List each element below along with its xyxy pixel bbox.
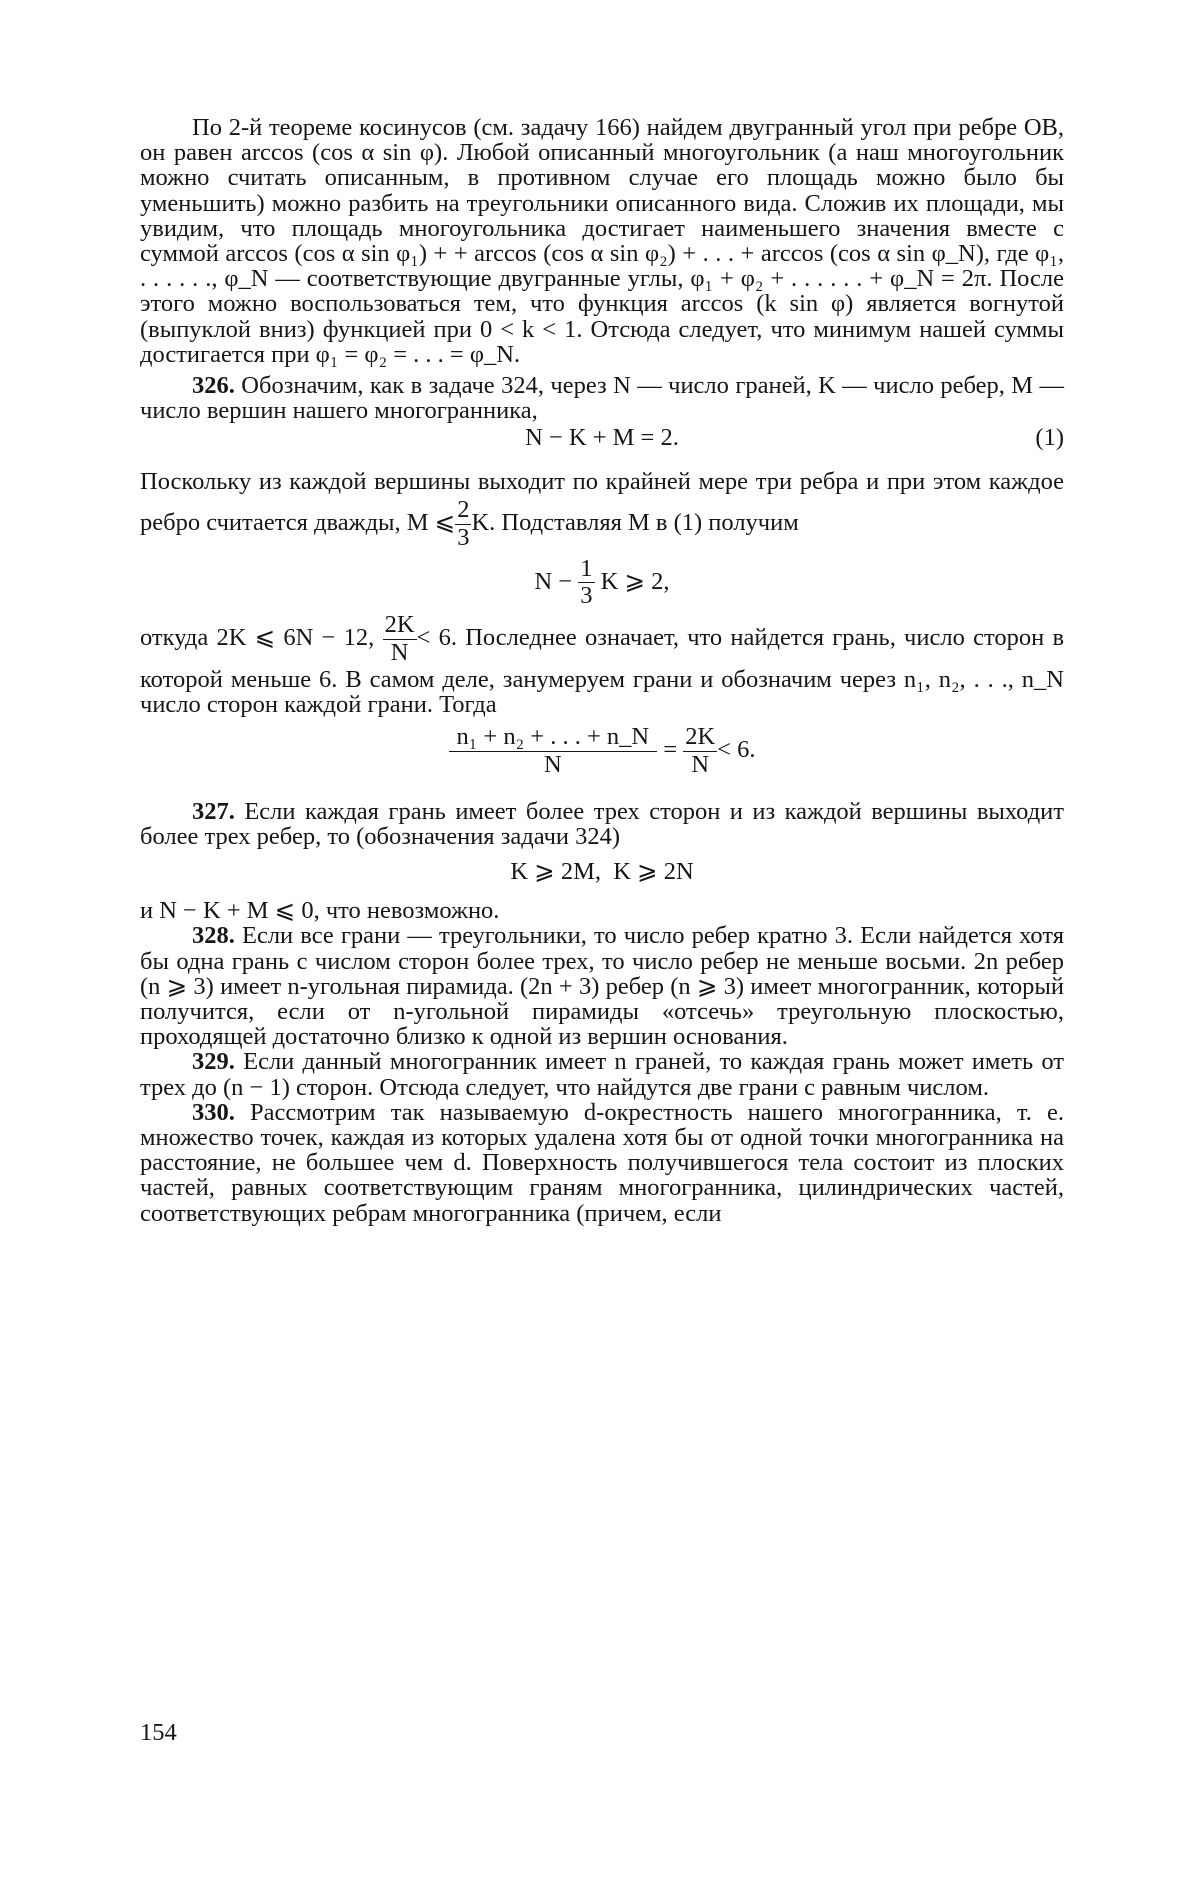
equation-1-body: N − K + M = 2.: [525, 424, 679, 452]
fraction-2k-over-n-eq3: [683, 724, 717, 779]
problem-number-326: 326.: [192, 372, 235, 400]
page-number: 154: [140, 1719, 177, 1746]
paragraph-328-text: Если все грани — треугольники, то число ребер кратно 3. Если найдется хотя бы одна грань с числом сторон более трех, то число ребер не меньше восьми. 2n ребер (n ⩾ 3) имеет n-угольная пирамида. (2n + 3) ребер (n ⩾ 3) имеет многогранник, который получится, если от n-угольной пирамиды «отсечь» треугольную плоскостью, проходящей достаточно близко к одной из вершин основания.: [140, 922, 1065, 1051]
equation-1: [140, 425, 1064, 450]
equation-3-equals: =: [663, 735, 678, 763]
paragraph-328: [140, 923, 1064, 1049]
paragraph-329: [140, 1049, 1064, 1099]
fraction-two-thirds: [455, 497, 471, 552]
paragraph-327: [140, 799, 1064, 849]
fraction-two-thirds-numerator: 2: [457, 495, 470, 523]
equation-2-rhs: K ⩾ 2,: [600, 567, 670, 595]
paragraph-327-text: Если каждая грань имеет более трех сторон и из каждой вершины выходит более трех ребер, то (обозначения задачи 324): [140, 797, 1064, 850]
equation-3: [140, 724, 1064, 779]
fraction-2k-over-n-numerator: 2K: [384, 611, 415, 639]
paragraph-326-vertices-pre: Поскольку из каждой вершины выходит по крайней мере три ребра и при этом каждое ребро считается дважды,: [140, 467, 1064, 536]
fraction-sum-over-n: [449, 724, 658, 779]
paragraph-326-vertices: [140, 467, 1064, 552]
fraction-one-third: [578, 556, 594, 611]
paragraph-326-conclusion: [140, 612, 1064, 717]
paragraph-327-conclusion: и N − K + M ⩽ 0, что невозможно.: [140, 897, 500, 925]
fraction-2k-over-n: [383, 612, 417, 667]
equation-2: [140, 556, 1064, 611]
equation-1-number: (1): [1035, 424, 1064, 452]
paragraph-theorem-cosines: По 2-й теореме косинусов (см. задачу 166) найдем двугранный угол при ребре OB, он равен arccos (cos α sin φ). Любой описанный многоугольник (а наш многоугольник можно считать описанным, в противном случае его площадь можно было бы уменьшить) можно разбить на треугольники описанного вида. Сложив их площади, мы увидим, что площадь многоугольника достигает наименьшего значения вместе с суммой arccos (cos α sin φ₁) + + arccos (cos α sin φ₂) + . . . + arccos (cos α sin φ_N), где φ₁, . . . . . ., φ_N — соответствующие двугранные углы, φ₁ + φ₂ + . . . . . . + φ_N = 2π. После этого можно воспользоваться тем, что функция arccos (k sin φ) является вогнутой (выпуклой вниз) функцией при 0 < k < 1. Отсюда следует, что минимум нашей суммы достигается при φ₁ = φ₂ = . . . = φ_N.: [140, 114, 1064, 368]
fraction-two-thirds-denominator: 3: [457, 523, 470, 551]
fraction-2k-over-n-eq3-numerator: 2K: [685, 722, 716, 750]
problem-number-328: 328.: [192, 922, 235, 950]
paragraph-326-text: Обозначим, как в задаче 324, через N — число граней, K — число ребер, M — число вершин нашего многогранника,: [140, 372, 1064, 425]
equation-3-rhs: < 6.: [717, 735, 756, 763]
paragraph-330-text: Рассмотрим так называемую d-окрестность нашего многогранника, т. е. множество точек, каждая из которых удалена хотя бы от одной точки многогранника на расстояние, не большее чем d. Поверхность получившегося тела состоит из плоских частей, равных соответствующим граням многогранника, цилиндрических частей, соответствующих ребрам многогранника (причем, если: [140, 1098, 1065, 1227]
equation-2-lhs: N −: [534, 567, 573, 595]
paragraph-326-conclusion-pre: откуда 2K ⩽ 6N − 12,: [140, 624, 375, 652]
paragraph-329-text: Если данный многогранник имеет n граней, то каждая грань может иметь от трех до (n − 1) сторон. Отсюда следует, что найдутся две грани с равным числом.: [140, 1048, 1065, 1101]
inequality-lt-six: < 6.: [416, 624, 457, 652]
equation-4-body: K ⩾ 2M, K ⩾ 2N: [510, 857, 694, 885]
fraction-one-third-numerator: 1: [580, 554, 593, 582]
fraction-2k-over-n-denominator: N: [390, 639, 409, 667]
book-page: [140, 115, 1064, 1875]
fraction-sum-denominator: N: [543, 750, 562, 778]
inequality-m-le-lhs: M ⩽: [406, 508, 456, 536]
fraction-2k-over-n-eq3-denominator: N: [691, 750, 710, 778]
paragraph-326-vertices-post: Подставляя M в (1) получим: [501, 508, 799, 536]
inequality-m-le-rhs: K.: [471, 508, 496, 536]
fraction-sum-numerator: n₁ + n₂ + . . . + n_N: [449, 724, 658, 752]
equation-4: [140, 859, 1064, 884]
paragraph-330: [140, 1100, 1064, 1226]
problem-number-329: 329.: [192, 1048, 235, 1076]
paragraph-326-conclusion-post: Последнее означает, что найдется грань, число сторон в которой меньше 6. В самом деле, занумеруем грани и обозначим через n₁, n₂, . . ., n_N число сторон каждой грани. Тогда: [140, 624, 1065, 719]
fraction-one-third-denominator: 3: [580, 582, 593, 610]
problem-number-327: 327.: [192, 797, 235, 825]
problem-number-330: 330.: [192, 1098, 235, 1126]
paragraph-326-intro: [140, 373, 1064, 423]
